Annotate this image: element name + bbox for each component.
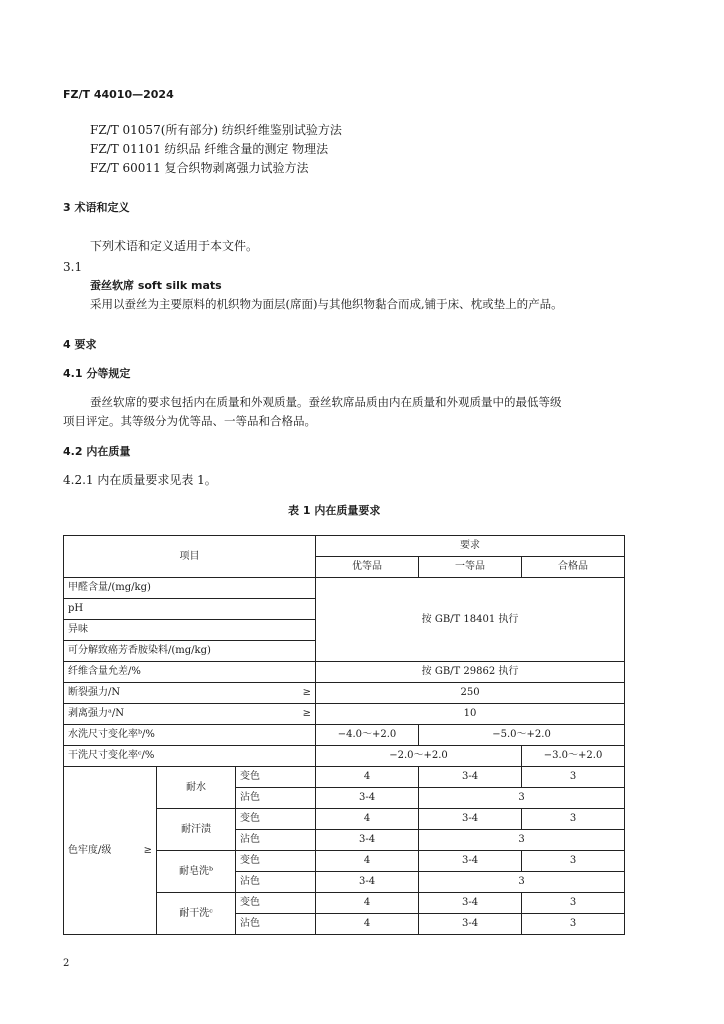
term-number: 3.1 bbox=[63, 260, 83, 274]
paragraph-line: 蚕丝软席的要求包括内在质量和外观质量。蚕丝软席品质由内在质量和外观质量中的最低等级 bbox=[90, 395, 562, 409]
fastness-type: 沾色 bbox=[236, 914, 316, 935]
cell-value: 4 bbox=[316, 914, 419, 935]
cell-value: −3.0～+2.0 bbox=[522, 746, 625, 767]
fastness-water: 耐水 bbox=[157, 767, 236, 809]
ge-symbol: ≥ bbox=[302, 708, 312, 719]
cell-value: 按 GB/T 18401 执行 bbox=[316, 578, 625, 662]
cell-value: 3-4 bbox=[419, 893, 522, 914]
cell-value: 3 bbox=[419, 788, 625, 809]
cell-value: 10 bbox=[316, 704, 625, 725]
cell-value: 按 GB/T 29862 执行 bbox=[316, 662, 625, 683]
section-4-2-1: 4.2.1 内在质量要求见表 1。 bbox=[63, 473, 217, 487]
ge-symbol: ≥ bbox=[143, 844, 152, 856]
section-3-heading: 3 术语和定义 bbox=[63, 201, 130, 214]
cell-value: 3 bbox=[419, 830, 625, 851]
term-title: 蚕丝软席 soft silk mats bbox=[90, 279, 222, 292]
fastness-type: 沾色 bbox=[236, 830, 316, 851]
row-label-text: 断裂强力/N bbox=[68, 687, 121, 698]
row-label: 纤维含量允差/% bbox=[64, 662, 316, 683]
fastness-type: 沾色 bbox=[236, 872, 316, 893]
section-3-intro: 下列术语和定义适用于本文件。 bbox=[90, 239, 259, 253]
row-label-text: 剥离强力ᵃ/N bbox=[68, 708, 124, 719]
standard-header: FZ/T 44010—2024 bbox=[63, 88, 174, 101]
cell-value: 3-4 bbox=[419, 809, 522, 830]
header-grade-qualified: 合格品 bbox=[522, 557, 625, 578]
cell-value: 3-4 bbox=[419, 914, 522, 935]
header-grade-first: 一等品 bbox=[419, 557, 522, 578]
cell-value: 3 bbox=[522, 914, 625, 935]
reference-item: FZ/T 01057(所有部分) 纺织纤维鉴别试验方法 bbox=[90, 123, 342, 137]
cell-value: 3-4 bbox=[419, 851, 522, 872]
cell-value: −2.0～+2.0 bbox=[316, 746, 522, 767]
cell-value: 3-4 bbox=[419, 767, 522, 788]
cell-value: 4 bbox=[316, 767, 419, 788]
fastness-type: 变色 bbox=[236, 851, 316, 872]
cell-value: 3-4 bbox=[316, 788, 419, 809]
cell-value: 3-4 bbox=[316, 872, 419, 893]
cell-value: 3 bbox=[522, 893, 625, 914]
cell-value: 3-4 bbox=[316, 830, 419, 851]
table-title: 表 1 内在质量要求 bbox=[288, 504, 381, 517]
header-requirement: 要求 bbox=[316, 536, 625, 557]
row-label: 异味 bbox=[64, 620, 316, 641]
section-4-2-heading: 4.2 内在质量 bbox=[63, 445, 131, 458]
cell-value: −5.0～+2.0 bbox=[419, 725, 625, 746]
row-label: 干洗尺寸变化率ᶜ/% bbox=[64, 746, 316, 767]
cell-value: 4 bbox=[316, 809, 419, 830]
cell-value: 250 bbox=[316, 683, 625, 704]
cell-value: 4 bbox=[316, 851, 419, 872]
fastness-type: 沾色 bbox=[236, 788, 316, 809]
ge-symbol: ≥ bbox=[302, 687, 312, 698]
cell-value: 3 bbox=[522, 809, 625, 830]
quality-table bbox=[63, 535, 625, 935]
header-grade-superior: 优等品 bbox=[316, 557, 419, 578]
row-label-colorfastness bbox=[64, 767, 157, 935]
section-4-1-heading: 4.1 分等规定 bbox=[63, 367, 131, 380]
row-label bbox=[64, 683, 316, 704]
row-label: 水洗尺寸变化率ᵇ/% bbox=[64, 725, 316, 746]
fastness-dryclean: 耐干洗ᶜ bbox=[157, 893, 236, 935]
header-item: 项目 bbox=[64, 536, 316, 578]
paragraph-line: 项目评定。其等级分为优等品、一等品和合格品。 bbox=[63, 414, 316, 428]
term-definition: 采用以蚕丝为主要原料的机织物为面层(席面)与其他织物黏合而成,铺于床、枕或垫上的产品。 bbox=[90, 297, 563, 311]
cell-value: −4.0～+2.0 bbox=[316, 725, 419, 746]
row-label bbox=[64, 704, 316, 725]
fastness-type: 变色 bbox=[236, 893, 316, 914]
row-label: 可分解致癌芳香胺染料/(mg/kg) bbox=[64, 641, 316, 662]
row-label-text: 色牢度/级 bbox=[68, 844, 112, 856]
section-4-heading: 4 要求 bbox=[63, 338, 97, 351]
row-label: pH bbox=[64, 599, 316, 620]
reference-item: FZ/T 60011 复合织物剥离强力试验方法 bbox=[90, 161, 309, 175]
fastness-soap: 耐皂洗ᵇ bbox=[157, 851, 236, 893]
cell-value: 3 bbox=[419, 872, 625, 893]
fastness-type: 变色 bbox=[236, 767, 316, 788]
fastness-sweat: 耐汗渍 bbox=[157, 809, 236, 851]
fastness-type: 变色 bbox=[236, 809, 316, 830]
cell-value: 3 bbox=[522, 767, 625, 788]
row-label: 甲醛含量/(mg/kg) bbox=[64, 578, 316, 599]
cell-value: 4 bbox=[316, 893, 419, 914]
reference-item: FZ/T 01101 纺织品 纤维含量的测定 物理法 bbox=[90, 142, 329, 156]
page-number: 2 bbox=[63, 958, 70, 969]
cell-value: 3 bbox=[522, 851, 625, 872]
